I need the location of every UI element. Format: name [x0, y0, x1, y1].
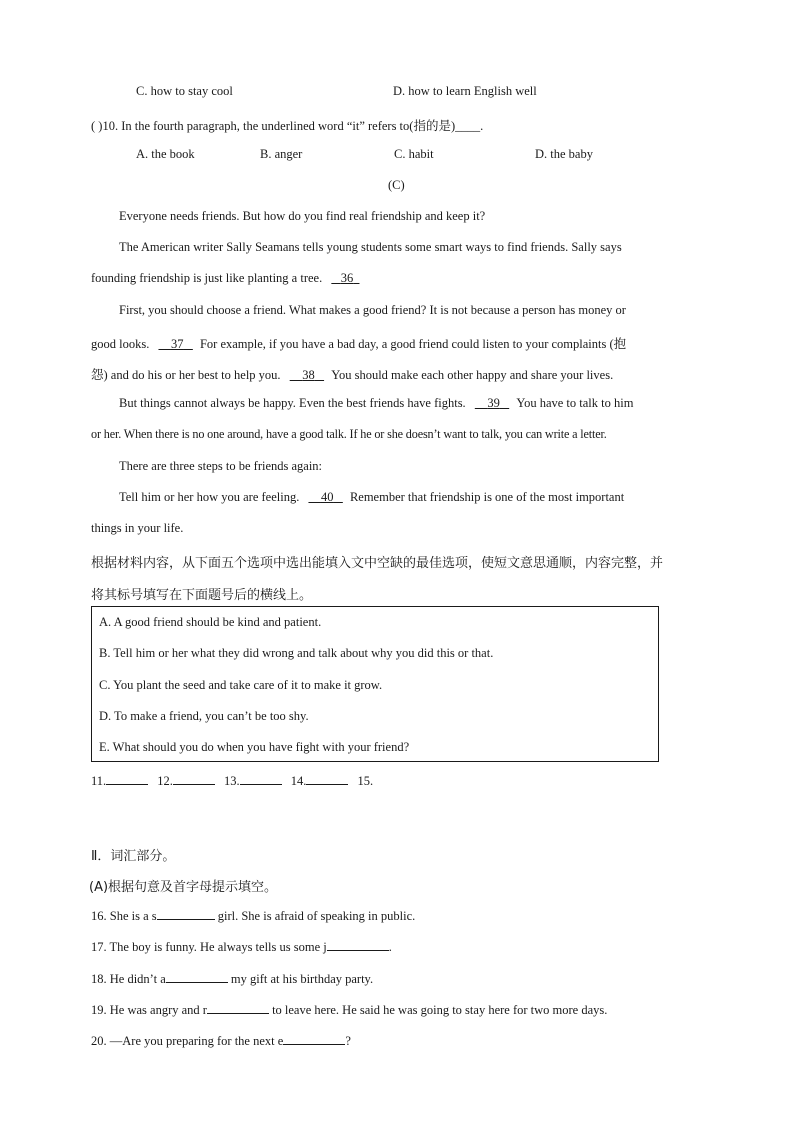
q10-option-d: D. the baby: [535, 147, 593, 161]
answer-paren: ( ): [91, 119, 103, 133]
gap-36: 36: [340, 271, 354, 285]
passage-paragraph-3-line-2: good looks. 37 For example, if you have a bad day, a good friend could listen to your complaints (抱: [91, 337, 627, 351]
q9-option-d: D. how to learn English well: [393, 84, 537, 98]
gap-38: 38: [302, 368, 315, 382]
answer-label-13: 13.: [224, 774, 240, 788]
q9-option-c: C. how to stay cool: [136, 84, 233, 98]
passage-paragraph-2-line-1: The American writer Sally Seamans tells young students some smart ways to find friends. Sally says: [119, 240, 622, 254]
passage-paragraph-6-line-1: Tell him or her how you are feeling. 40 Remember that friendship is one of the most important: [119, 490, 625, 504]
q10-blank: ____: [455, 119, 481, 133]
gap-40: 40: [320, 490, 334, 504]
passage-paragraph-3-line-1: First, you should choose a friend. What makes a good friend? It is not because a person has money or: [119, 303, 626, 317]
vocab-subheading: (A)根据句意及首字母提示填空。: [89, 880, 278, 895]
section-c-heading: (C): [388, 178, 405, 192]
passage-paragraph-1: Everyone needs friends. But how do you find real friendship and keep it?: [119, 209, 486, 223]
answer-blank-14[interactable]: [306, 772, 348, 785]
vocab-item-20: 20. —Are you preparing for the next e ?: [91, 1034, 351, 1048]
choice-c: C. You plant the seed and take care of it to make it grow.: [99, 678, 383, 692]
q10-option-b: B. anger: [260, 147, 303, 161]
choice-d: D. To make a friend, you can’t be too shy.: [99, 709, 309, 723]
passage-paragraph-4-line-2: or her. When there is no one around, have a good talk. If he or she doesn’t want to talk, you can write a letter.: [91, 427, 607, 441]
answer-blank-13[interactable]: [240, 772, 282, 785]
answer-label-14: 14.: [290, 774, 307, 788]
vocab-heading: Ⅱ．词汇部分。: [91, 849, 176, 864]
vocab-item-19: 19. He was angry and r to leave here. He said he was going to stay here for two more days.: [91, 1003, 608, 1017]
answer-label-12: 12.: [157, 774, 173, 788]
vocab-blank-16[interactable]: [157, 907, 215, 920]
passage-paragraph-2-line-2: founding friendship is just like planting a tree. 36: [91, 271, 359, 286]
q10-stem-text: 10. In the fourth paragraph, the underlined word “it” refers to(指的是): [102, 119, 456, 133]
instruction-line-1: 根据材料内容，从下面五个选项中选出能填入文中空缺的最佳选项，使短文意思通顺，内容完整，并: [91, 556, 664, 571]
passage-paragraph-4-line-1: But things cannot always be happy. Even the best friends have fights. 39 You have to talk to him: [119, 396, 634, 410]
instruction-line-2: 将其标号填写在下面题号后的横线上。: [91, 588, 313, 603]
answer-blank-11[interactable]: [106, 772, 148, 785]
choice-a: A. A good friend should be kind and patient.: [99, 615, 322, 629]
gap-37: 37: [170, 337, 184, 351]
q10-option-c: C. habit: [394, 147, 434, 161]
answer-blanks-row: [91, 772, 373, 789]
q10-stem: ( )10. In the fourth paragraph, the underlined word “it” refers to(指的是)____.: [91, 119, 484, 133]
vocab-item-18: 18. He didn’t a my gift at his birthday party.: [91, 972, 374, 986]
choice-b: B. Tell him or her what they did wrong and talk about why you did this or that.: [99, 646, 494, 660]
vocab-item-17: 17. The boy is funny. He always tells us some j .: [91, 940, 392, 954]
vocab-blank-20[interactable]: [283, 1032, 345, 1045]
choice-e: E. What should you do when you have fight with your friend?: [99, 740, 410, 754]
vocab-blank-19[interactable]: [207, 1001, 269, 1014]
vocab-blank-17[interactable]: [327, 938, 389, 951]
vocab-blank-18[interactable]: [166, 970, 228, 983]
answer-label-15: 15.: [357, 774, 374, 788]
passage-paragraph-6-line-2: things in your life.: [91, 521, 184, 535]
passage-paragraph-5: There are three steps to be friends again:: [119, 459, 323, 473]
answer-blank-12[interactable]: [173, 772, 215, 785]
gap-39: 39: [487, 396, 500, 410]
q10-option-a: A. the book: [136, 147, 195, 161]
vocab-item-16: 16. She is a s girl. She is afraid of speaking in public.: [91, 909, 416, 923]
passage-paragraph-3-line-3: 怨) and do his or her best to help you. 38 You should make each other happy and share your lives.: [91, 368, 614, 382]
answer-label-11: 11.: [91, 774, 107, 788]
